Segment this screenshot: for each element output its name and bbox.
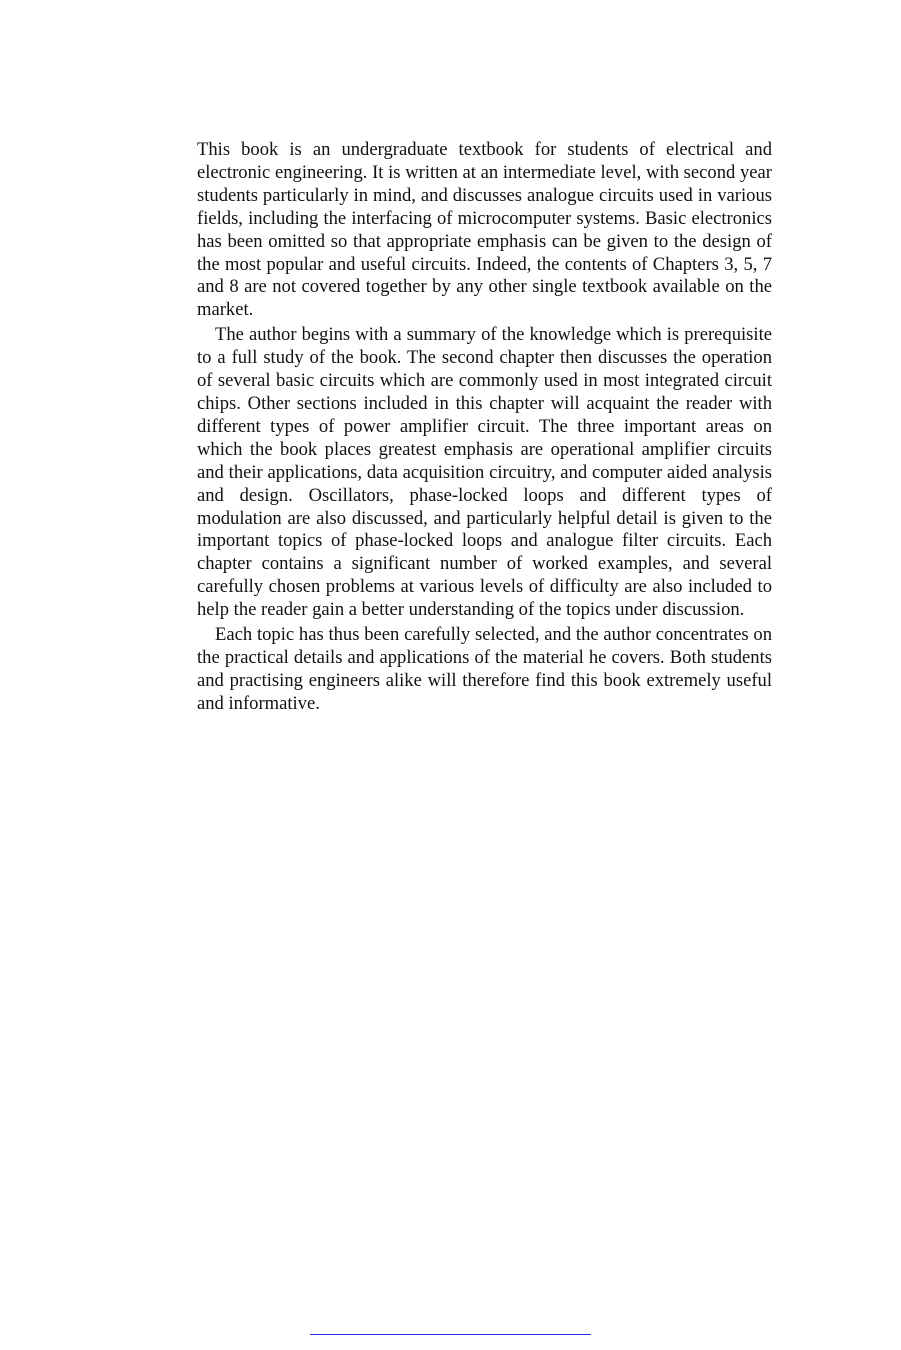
- paragraph-intro: This book is an undergraduate textbook for students of electrical and electronic engineering. It is written at an intermediate level, with second year students particularly in mind, and discusses analogue circuits used in various fields, including the interfacing of microcomputer systems. Basic electronics has been omitted so that appropriate emphasis can be given to the design of the most popular and useful circuits. Indeed, the contents of Chapters 3, 5, 7 and 8 are not covered together by any other single textbook available on the market.: [197, 139, 772, 321]
- paragraph-summary: Each topic has thus been carefully selected, and the author concentrates on the practical details and applications of the material he covers. Both students and practising engineers alike will therefore find this book extremely useful and informative.: [197, 624, 772, 714]
- paragraph-contents: The author begins with a summary of the knowledge which is prerequisite to a full study of the book. The second chapter then discusses the operation of several basic circuits which are commonly used in most integrated circuit chips. Other sections included in this chapter will acquaint the reader with different types of power amplifier circuit. The three important areas on which the book places greatest emphasis are operational amplifier circuits and their applications, data acquisition circuitry, and computer aided analysis and design. Oscillators, phase-locked loops and different types of modulation are also discussed, and particularly helpful detail is given to the important topics of phase-locked loops and analogue filter circuits. Each chapter contains a significant number of worked examples, and several carefully chosen problems at various levels of difficulty are also included to help the reader gain a better understanding of the topics under discussion.: [197, 324, 772, 621]
- bottom-rule-divider: [310, 1334, 591, 1335]
- book-description: [197, 139, 772, 718]
